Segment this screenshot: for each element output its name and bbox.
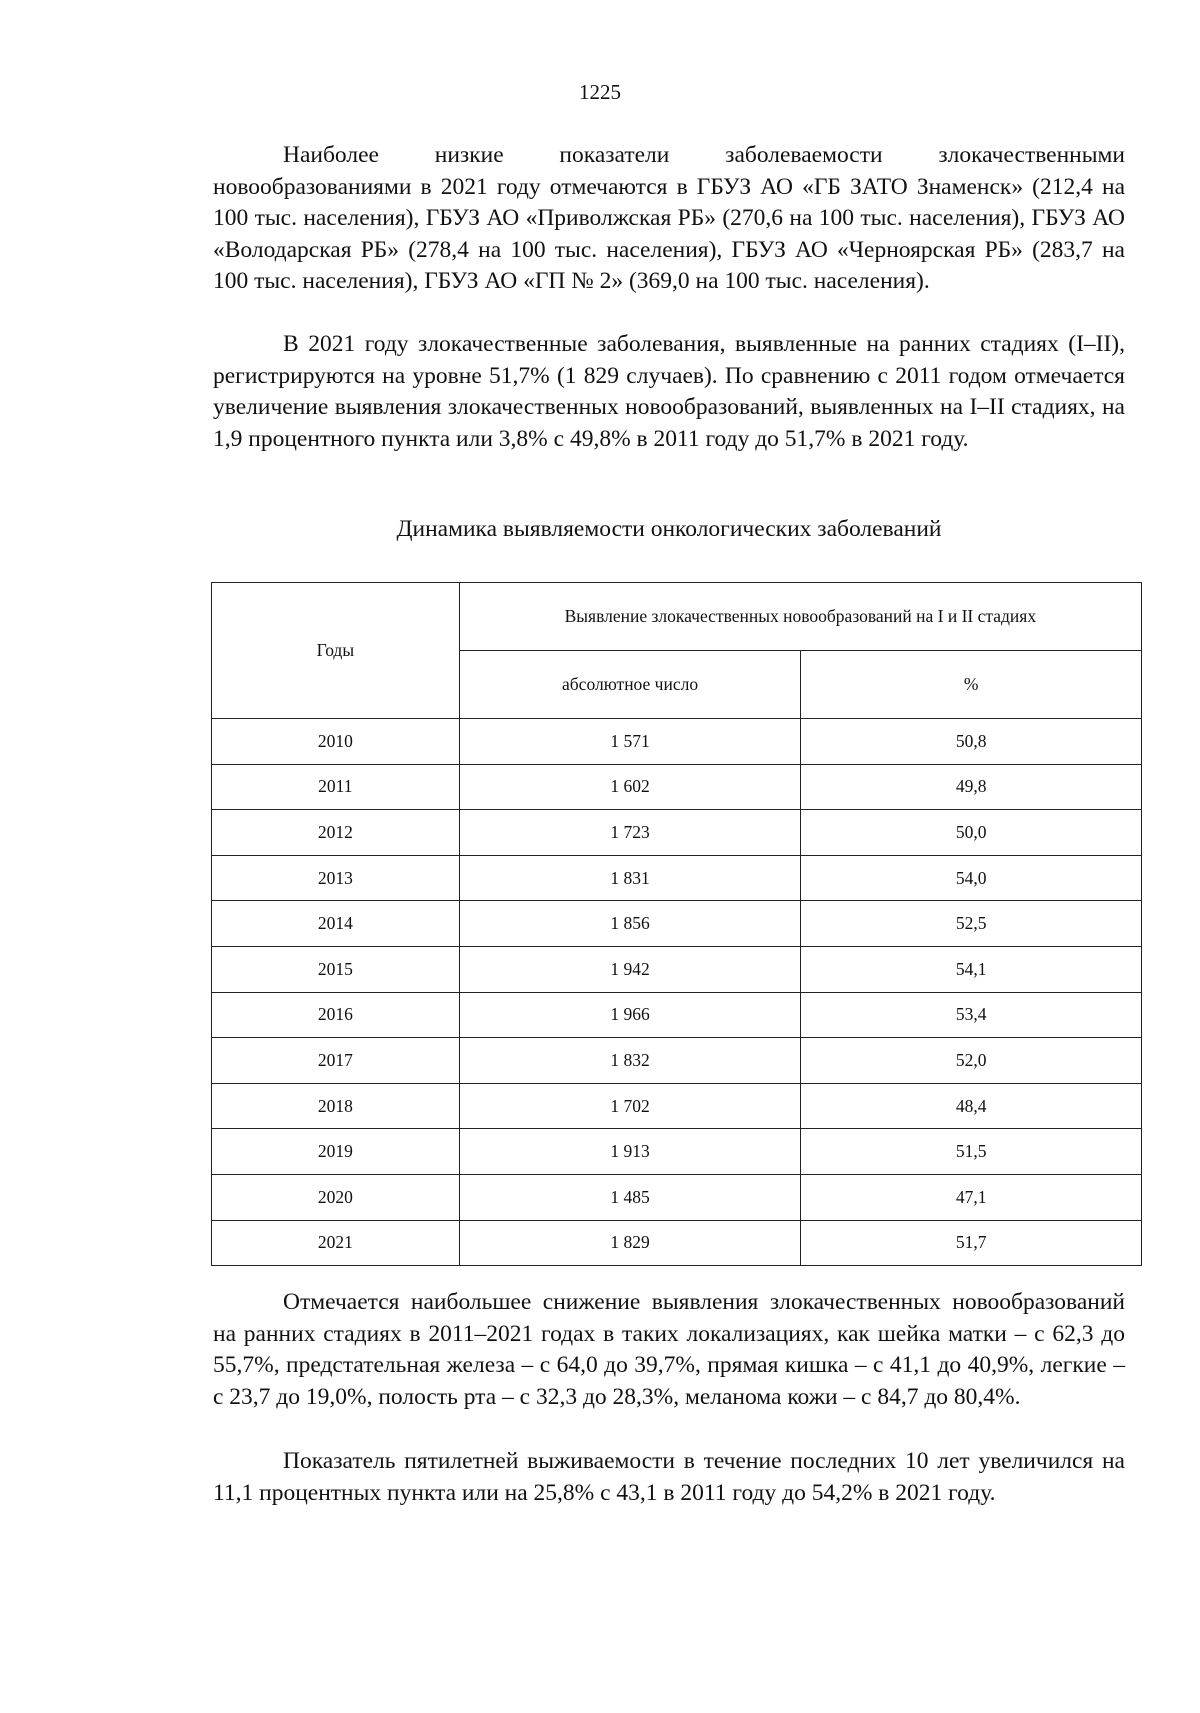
cell-year: 2010 — [212, 719, 460, 765]
table-row — [212, 1174, 1142, 1220]
paragraph-low-morbidity: Наиболее низкие показатели заболеваемости злокачественными новообразованиями в 2021 году отмечаются в ГБУЗ АО «ГБ ЗАТО Знаменск» (212,4 на 100 тыс. населения), ГБУЗ АО «Приволжская РБ» (270,6 на 100 тыс. населения), ГБУЗ АО «Володарская РБ» (278,4 на 100 тыс. населения), ГБУЗ АО «Черноярская РБ» (283,7 на 100 тыс. населения), ГБУЗ АО «ГП № 2» (369,0 на 100 тыс. населения). — [213, 142, 1125, 294]
cell-percent: 51,5 — [801, 1129, 1142, 1175]
cell-percent: 52,0 — [801, 1038, 1142, 1084]
cell-absolute-number: 1 942 — [459, 946, 801, 992]
table-row — [212, 719, 1142, 765]
table-body — [212, 719, 1142, 1266]
table-row — [212, 901, 1142, 947]
cell-year: 2013 — [212, 855, 460, 901]
cell-percent: 54,1 — [801, 946, 1142, 992]
paragraph-survival: Показатель пятилетней выживаемости в течение последних 10 лет увеличился на 11,1 процентных пункта или на 25,8% с 43,1 в 2011 году до 54,2% в 2021 году. — [213, 1448, 1125, 1506]
table-row — [212, 855, 1142, 901]
header-years: Годы — [212, 583, 460, 719]
cell-percent: 48,4 — [801, 1083, 1142, 1129]
cell-year: 2016 — [212, 992, 460, 1038]
cell-absolute-number: 1 829 — [459, 1220, 801, 1266]
cell-year: 2017 — [212, 1038, 460, 1084]
cell-percent: 53,4 — [801, 992, 1142, 1038]
cell-absolute-number: 1 966 — [459, 992, 801, 1038]
detection-table — [211, 582, 1142, 1266]
cell-absolute-number: 1 702 — [459, 1083, 801, 1129]
cell-absolute-number: 1 913 — [459, 1129, 801, 1175]
cell-absolute-number: 1 485 — [459, 1174, 801, 1220]
cell-absolute-number: 1 831 — [459, 855, 801, 901]
table-title: Динамика выявляемости онкологических заболеваний — [396, 516, 942, 542]
cell-absolute-number: 1 856 — [459, 901, 801, 947]
cell-percent: 49,8 — [801, 764, 1142, 810]
cell-percent: 50,0 — [801, 810, 1142, 856]
table-row — [212, 1083, 1142, 1129]
paragraph-localizations: Отмечается наибольшее снижение выявления злокачественных новообразований на ранних стадиях в 2011–2021 годах в таких локализациях, как шейка матки – с 62,3 до 55,7%, предстательная железа – с 64,0 до 39,7%, прямая кишка – с 41,1 до 40,9%, легкие – с 23,7 до 19,0%, полость рта – с 32,3 до 28,3%, меланома кожи – с 84,7 до 80,4%. — [213, 1289, 1125, 1410]
page-number: 1225 — [579, 80, 621, 104]
cell-year: 2015 — [212, 946, 460, 992]
cell-absolute-number: 1 832 — [459, 1038, 801, 1084]
table-row — [212, 1129, 1142, 1175]
header-percent: % — [801, 651, 1142, 719]
table-row — [212, 992, 1142, 1038]
table-row — [212, 764, 1142, 810]
cell-percent: 52,5 — [801, 901, 1142, 947]
table-row — [212, 810, 1142, 856]
cell-year: 2014 — [212, 901, 460, 947]
table-row — [212, 1220, 1142, 1266]
table-row — [212, 1038, 1142, 1084]
cell-year: 2020 — [212, 1174, 460, 1220]
cell-year: 2019 — [212, 1129, 460, 1175]
cell-percent: 50,8 — [801, 719, 1142, 765]
cell-year: 2018 — [212, 1083, 460, 1129]
header-absolute-number: абсолютное число — [459, 651, 801, 719]
cell-year: 2021 — [212, 1220, 460, 1266]
cell-absolute-number: 1 723 — [459, 810, 801, 856]
cell-absolute-number: 1 602 — [459, 764, 801, 810]
cell-percent: 51,7 — [801, 1220, 1142, 1266]
header-detection-group: Выявление злокачественных новообразований на I и II стадиях — [459, 583, 1141, 651]
cell-percent: 47,1 — [801, 1174, 1142, 1220]
cell-year: 2011 — [212, 764, 460, 810]
cell-percent: 54,0 — [801, 855, 1142, 901]
table-row — [212, 946, 1142, 992]
paragraph-early-detection: В 2021 году злокачественные заболевания, выявленные на ранних стадиях (I–II), регистрируются на уровне 51,7% (1 829 случаев). По сравнению с 2011 годом отмечается увеличение выявления злокачественных новообразований, выявленных на I–II стадиях, на 1,9 процентного пункта или 3,8% с 49,8% в 2011 году до 51,7% в 2021 году. — [213, 331, 1125, 452]
cell-year: 2012 — [212, 810, 460, 856]
cell-absolute-number: 1 571 — [459, 719, 801, 765]
